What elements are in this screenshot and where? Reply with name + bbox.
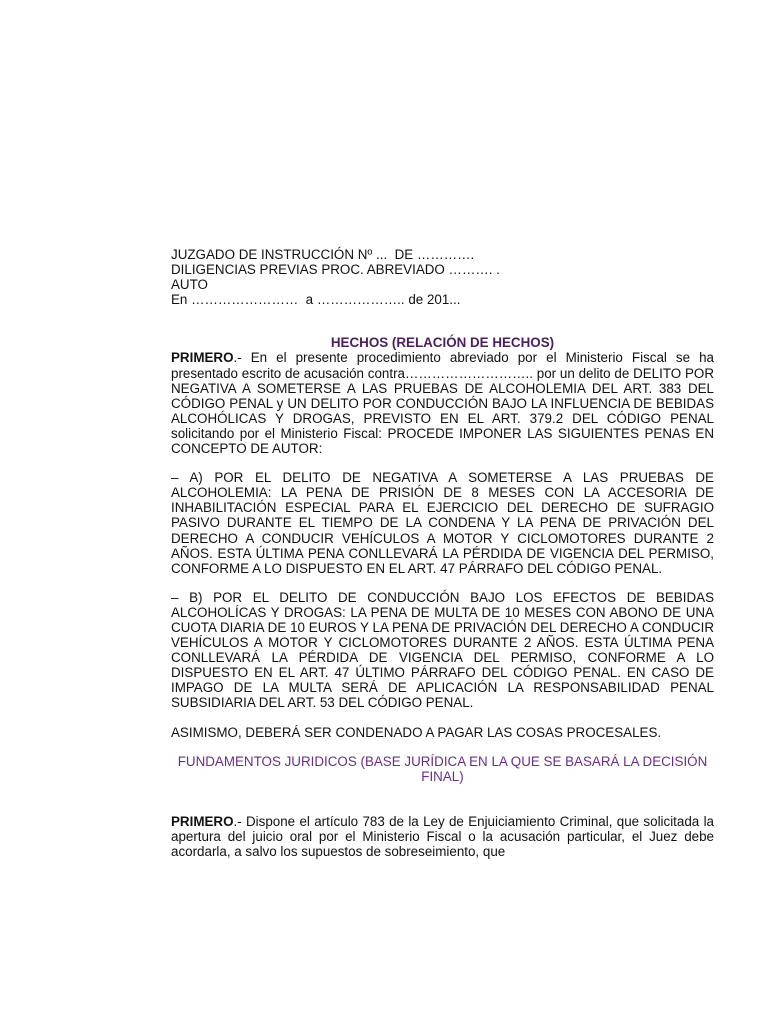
costs-paragraph: ASIMISMO, DEBERÁ SER CONDENADO A PAGAR LAS COSAS PROCESALES. bbox=[171, 724, 662, 740]
fundamentos-primero-paragraph bbox=[171, 814, 714, 859]
place-date-line: En …………………… a ……………….. de 201... bbox=[171, 292, 461, 308]
document-page bbox=[171, 247, 714, 859]
fundamentos-primero-label: PRIMERO bbox=[171, 813, 234, 829]
penalty-item-a: – A) POR EL DELITO DE NEGATIVA A SOMETERSE A LAS PRUEBAS DE ALCOHOLEMIA: LA PENA DE PRISIÓN DE 8 MESES CON LA ACCESORIA DE INHABILITACIÓN ESPECIAL PARA EL EJERCICIO DEL DERECHO DE SUFRAGIO PASIVO DURANTE EL TIEMPO DE LA CONDENA Y LA PENA DE PRIVACIÓN DEL DERECHO A CONDUCIR VEHÍCULOS A MOTOR Y CICLOMOTORES DURANTE 2 AÑOS. ESTA ÚLTIMA PENA CONLLEVARÁ LA PÉRDIDA DE VIGENCIA DEL PERMISO, CONFORME A LO DISPUESTO EN EL ART. 47 PÁRRAFO DEL CÓDIGO PENAL. bbox=[171, 470, 714, 576]
hechos-heading: HECHOS (RELACIÓN DE HECHOS) bbox=[330, 335, 555, 351]
primero-label: PRIMERO bbox=[171, 350, 234, 366]
proceedings-line: DILIGENCIAS PREVIAS PROC. ABREVIADO ………. . bbox=[171, 262, 500, 278]
penalty-item-b: – B) POR EL DELITO DE CONDUCCIÓN BAJO LOS EFECTOS DE BEBIDAS ALCOHOLÍCAS Y DROGAS: LA PENA DE MULTA DE 10 MESES CON ABONO DE UNA CUOTA DIARIA DE 10 EUROS Y LA PENA DE PRIVACIÓN DEL DERECHO A CONDUCIR VEHÍCULOS A MOTOR Y CICLOMOTORES DURANTE 2 AÑOS. ESTA ÚLTIMA PENA CONLLEVARÁ LA PÉRDIDA DE VIGENCIA DEL PERMISO, CONFORME A LO DISPUESTO EN EL ART. 47 ÚLTIMO PÁRRAFO DEL CÓDIGO PENAL. EN CASO DE IMPAGO DE LA MULTA SERÁ DE APLICACIÓN LA RESPONSABILIDAD PENAL SUBSIDIARIA DEL ART. 53 DEL CÓDIGO PENAL. bbox=[171, 589, 714, 711]
auto-line: AUTO bbox=[171, 277, 208, 293]
court-line: JUZGADO DE INSTRUCCIÓN Nº ... DE …………. bbox=[171, 247, 475, 262]
fundamentos-heading: FUNDAMENTOS JURIDICOS (BASE JURÍDICA EN LA QUE SE BASARÁ LA DECISIÓN FINAL) bbox=[177, 753, 708, 784]
hechos-primero-paragraph bbox=[171, 350, 714, 456]
fundamentos-primero-text: .- Dispone el artículo 783 de la Ley de Enjuiciamiento Criminal, que solicitada la apertura del juicio oral por el Ministerio Fiscal o la acusación particular, el Juez debe acordarla, a salvo los supuestos de sobreseimiento, que bbox=[171, 813, 714, 859]
document-header bbox=[171, 247, 714, 307]
primero-text: .- En el presente procedimiento abreviado por el Ministerio Fiscal se ha presentado escrito de acusación contra……………………….. por un delito de DELITO POR NEGATIVA A SOMETERSE A LAS PRUEBAS DE ALCOHOLEMIA DEL ART. 383 DEL CÓDIGO PENAL y UN DELITO POR CONDUCCIÓN BAJO LA INFLUENCIA DE BEBIDAS ALCOHÓLICAS Y DROGAS, PREVISTO EN EL ART. 379.2 DEL CÓDIGO PENAL solicitando por el Ministerio Fiscal: PROCEDE IMPONER LAS SIGUIENTES PENAS EN CONCEPTO DE AUTOR: bbox=[171, 350, 714, 457]
